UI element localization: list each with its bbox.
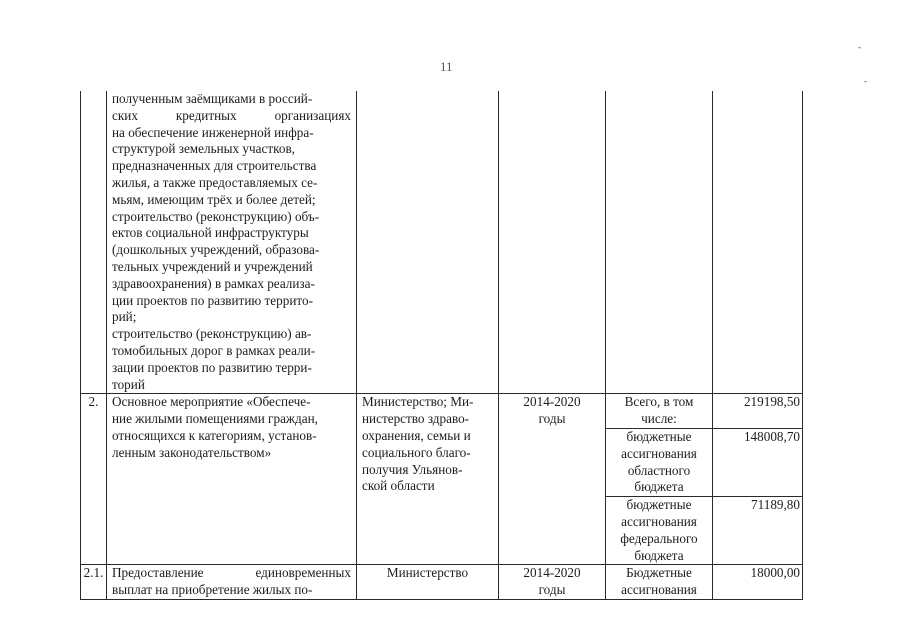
text-line: бюджетные — [626, 497, 692, 513]
period-cell — [499, 394, 606, 565]
measure-description-cell — [107, 565, 357, 600]
scan-mark: - — [858, 42, 861, 52]
row-number-cell: 2. — [81, 394, 107, 565]
text-line: тельных учреждений и учреждений — [112, 258, 313, 274]
text-line: Предоставление единовременных — [112, 565, 351, 581]
clip-box — [504, 565, 600, 599]
text-line: полученным заёмщиками в россий- — [112, 91, 313, 106]
text-line: здравоохранения) в рамках реализа- — [112, 275, 315, 291]
text-line: годы — [538, 582, 566, 598]
row-number-cell — [81, 91, 107, 394]
scan-mark: - — [864, 76, 867, 86]
text-line: зации проектов по развитию терри- — [112, 359, 312, 375]
table-row — [81, 394, 803, 429]
text-line: на обеспечение инженерной инфра- — [112, 124, 314, 140]
funding-source-cell — [606, 91, 713, 394]
text-line: ленным законодательством» — [112, 444, 272, 460]
amount-cell: 71189,80 — [713, 497, 803, 565]
text-line: нистерство здраво- — [362, 411, 470, 427]
text-line: Всего, в том — [624, 394, 694, 410]
text-line: томобильных дорог в рамках реали- — [112, 342, 316, 358]
text-line: ассигнования — [621, 582, 697, 598]
row-number-cell — [81, 565, 107, 600]
text-line: строительство (реконструкцию) ав- — [112, 326, 312, 342]
text-line: ских кредитных организациях — [112, 107, 351, 123]
amount-cell — [713, 91, 803, 394]
text-line: рий; — [112, 309, 137, 325]
amount-cell: 219198,50 — [713, 394, 803, 429]
text-line: ние жилыми помещениями граждан, — [112, 411, 318, 427]
clip-box — [112, 565, 351, 599]
clip-box — [611, 565, 707, 599]
text-line: 2014-2020 — [523, 565, 581, 581]
page-number: 11 — [440, 59, 453, 74]
amount-cell: 148008,70 — [713, 428, 803, 496]
text-line: охранения, семьи и — [362, 427, 471, 443]
period-cell — [499, 565, 606, 600]
text-line: ассигнования — [621, 445, 697, 461]
text-line: Бюджетные — [626, 565, 692, 581]
executor-cell — [357, 394, 499, 565]
text-line: областного — [627, 462, 691, 478]
text-line: ектов социальной инфраструктуры — [112, 225, 309, 241]
program-measures-table — [80, 91, 803, 600]
text-line: Министерство — [386, 565, 469, 581]
text-line: ции проектов по развитию террито- — [112, 292, 313, 308]
table-row — [81, 565, 803, 600]
text-line: мьям, имеющим трёх и более детей; — [112, 191, 316, 207]
text-line: бюджета — [634, 479, 684, 495]
funding-source-cell — [606, 428, 713, 496]
text-line: строительство (реконструкцию) объ- — [112, 208, 320, 224]
text-line: федерального — [620, 530, 698, 546]
text-line: Министерство; Ми- — [362, 394, 474, 410]
text-line: получия Ульянов- — [362, 461, 463, 477]
text-line: бюджетные — [626, 428, 692, 444]
table-row — [81, 91, 803, 394]
text-line: ской области — [362, 478, 435, 494]
measure-description-cell — [107, 394, 357, 565]
text-line: Основное мероприятие «Обеспече- — [112, 394, 311, 410]
funding-source-cell — [606, 497, 713, 565]
amount-value: 18000,00 — [750, 565, 800, 581]
text-line: числе: — [641, 411, 677, 427]
text-line: жилья, а также предоставляемых се- — [112, 174, 318, 190]
text-line: торий — [112, 376, 145, 392]
executor-cell — [357, 565, 499, 600]
clip-box — [362, 565, 493, 599]
text-line: ассигнования — [621, 513, 697, 529]
funding-source-cell — [606, 565, 713, 600]
executor-cell — [357, 91, 499, 394]
text-line: (дошкольных учреждений, образова- — [112, 242, 320, 258]
text-line: структурой земельных участков, — [112, 141, 295, 157]
measure-description-cell — [107, 91, 357, 394]
text-line: выплат на приобретение жилых по- — [112, 582, 313, 598]
text-line: 2014-2020 — [523, 394, 581, 410]
funding-source-cell — [606, 394, 713, 429]
row-number: 2.1. — [83, 565, 104, 581]
text-line: бюджета — [634, 547, 684, 563]
period-cell — [499, 91, 606, 394]
text-line: предназначенных для строительства — [112, 158, 317, 174]
text-line: относящихся к категориям, установ- — [112, 427, 317, 443]
text-line: социального благо- — [362, 444, 471, 460]
text-line: годы — [538, 411, 566, 427]
amount-cell — [713, 565, 803, 600]
